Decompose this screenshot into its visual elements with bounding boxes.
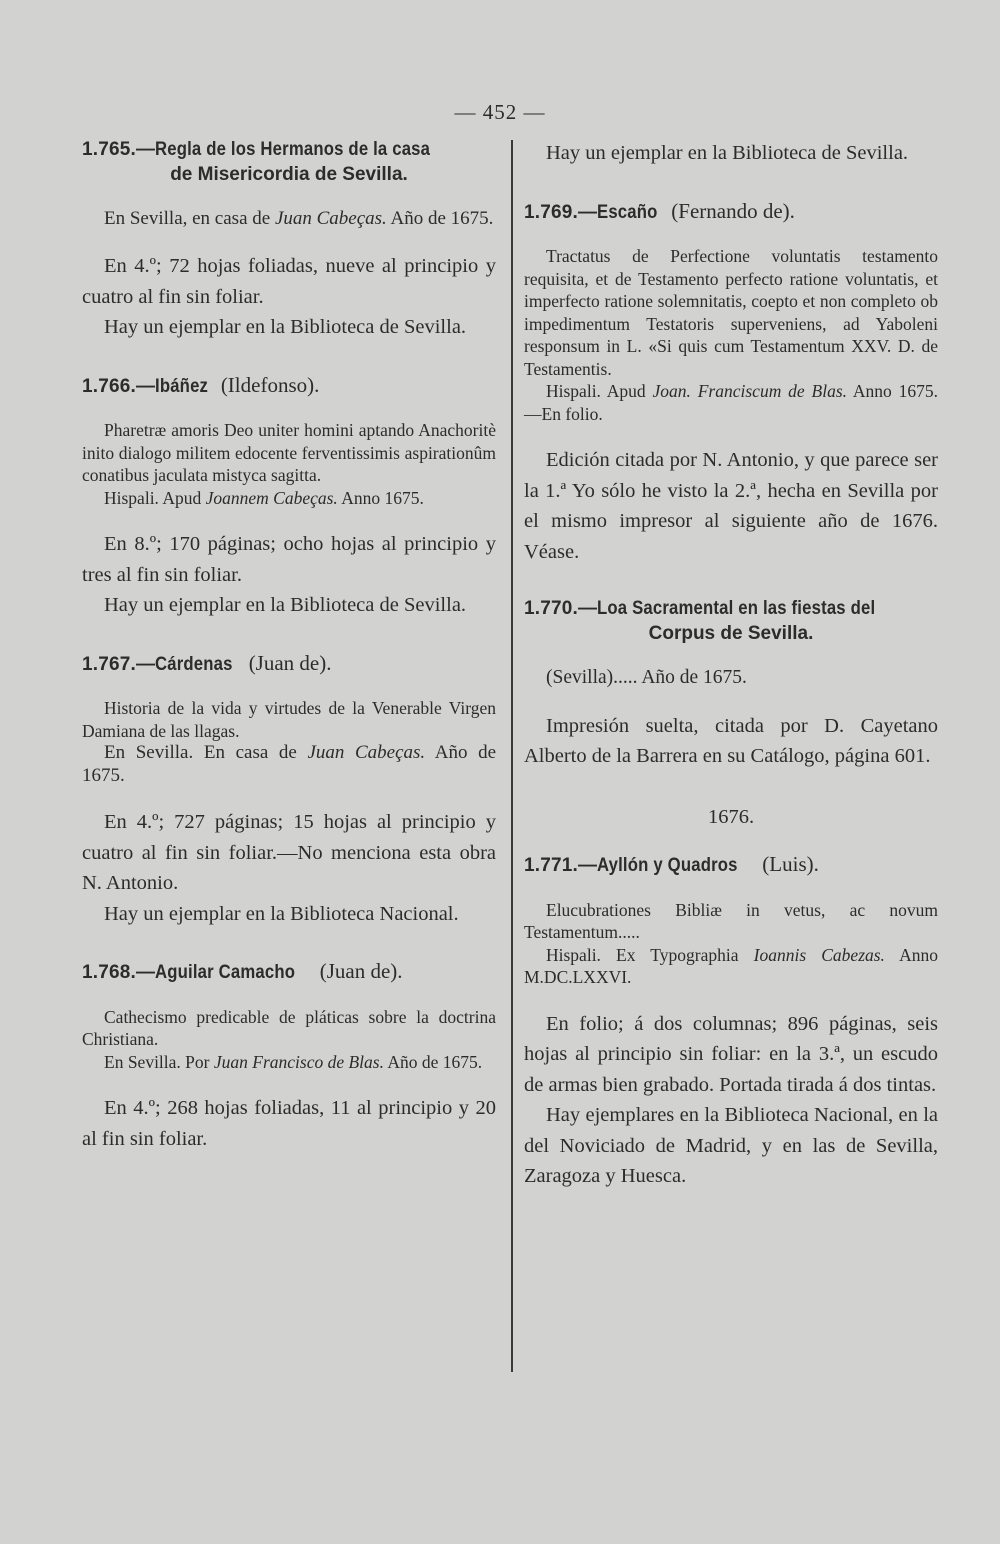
entry-number: 1.767.— [82, 653, 156, 675]
entry-heading [82, 959, 496, 986]
entry-imprint: En Sevilla, en casa de Juan Cabeças. Año de 1675. [104, 208, 494, 229]
entry-title: Pharetræ amoris Deo uniter homini aptando Anachoritè inito dialogo militem edocente ferventissimis aspirationûm conatibus jaculata mistyca sagitta. [82, 420, 496, 485]
entry-author-rest: (Luis). [757, 852, 819, 876]
right-column [524, 138, 938, 1192]
entry-title: Regla de los Hermanos de la casa [155, 139, 431, 160]
entry-heading [82, 373, 496, 400]
entry-imprint: Hispali. Ex Typographia Ioannis Cabezas. Anno M.DC.LXXVI. [524, 944, 938, 987]
entry-copy-location: Hay un ejemplar en la Biblioteca de Sevilla. [104, 316, 467, 338]
entry-heading [82, 138, 496, 187]
entry-description: En folio; á dos columnas; 896 páginas, seis hojas al principio sin foliar: en la 3.ª, un escudo de armas bien grabado. Portada tirada á dos tintas. [524, 1012, 938, 1096]
page-number: — 452 — [454, 100, 546, 124]
entry-copy-location: Hay un ejemplar en la Biblioteca Nacional. [104, 902, 459, 925]
entry-title: Historia de la vida y virtudes de la Venerable Virgen Damiana de las llagas. [82, 698, 496, 741]
entry-description: En 8.º; 170 páginas; ocho hojas al principio y tres al fin sin foliar. [82, 533, 496, 586]
entry-heading [524, 597, 938, 646]
entry-1770 [524, 597, 938, 772]
entry-1768-copy-location: Hay un ejemplar en la Biblioteca de Sevilla. [546, 142, 909, 164]
entry-author: Cárdenas [155, 653, 233, 675]
entry-imprint: (Sevilla)..... Año de 1675. [546, 667, 747, 688]
entry-description: En 4.º; 727 páginas; 15 hojas al principio y cuatro al fin sin foliar.—No menciona esta obra N. Antonio. [82, 811, 496, 894]
entry-note: Impresión suelta, citada por D. Cayetano Alberto de la Barrera en su Catálogo, página 601. [524, 714, 938, 767]
entry-description: En 4.º; 268 hojas foliadas, 11 al principio y 20 al fin sin foliar. [82, 1097, 496, 1150]
entry-imprint: En Sevilla. En casa de Juan Cabeças. Año de 1675. [82, 742, 497, 786]
entry-1767 [82, 651, 496, 930]
entry-imprint: Hispali. Apud Joan. Franciscum de Blas. Anno 1675.—En folio. [524, 381, 938, 424]
entry-1771 [524, 852, 938, 1192]
entry-author: Aguilar Camacho [155, 962, 296, 983]
entry-title-line2: de Misericordia de Sevilla. [170, 163, 408, 185]
entry-title-line2: Corpus de Sevilla. [648, 622, 814, 644]
entry-imprint: En Sevilla. Por Juan Francisco de Blas. Año de 1675. [104, 1051, 483, 1072]
entry-number: 1.765.— [82, 139, 156, 160]
entry-heading [524, 852, 938, 879]
entry-author: Ayllón y Quadros [597, 855, 738, 876]
entry-number: 1.771.— [524, 855, 598, 876]
entry-title: Loa Sacramental en las fiestas del [597, 598, 876, 619]
entry-author-rest: (Fernando de). [666, 198, 795, 223]
year-heading: 1676. [707, 805, 755, 828]
entry-title: Elucubrationes Bibliæ in vetus, ac novum Testamentum..... [524, 899, 938, 942]
entry-heading [524, 199, 938, 226]
left-column [82, 138, 496, 1154]
entry-author-rest: (Ildefonso). [215, 372, 320, 397]
entry-1769 [524, 199, 938, 568]
entry-1768 [82, 959, 496, 1154]
entry-number: 1.770.— [524, 598, 598, 619]
entry-number: 1.769.— [524, 201, 598, 223]
entry-author-rest: (Juan de). [243, 650, 332, 675]
entry-author: Ibáñez [155, 375, 209, 397]
entry-heading [82, 651, 496, 678]
entry-copy-location: Hay un ejemplar en la Biblioteca de Sevilla. [104, 594, 467, 616]
entry-author: Escaño [597, 201, 658, 223]
entry-title: Tractatus de Perfectione voluntatis testamento requisita, et de Testamento perfecto ratione voluntatis, et imperfecto ratione solemnitatis, coepto et non completo ob impedimentum Testatoris superveniens, ad Yaboleni responsum in L. «Si quis cum Testamentum XXV. D. de Testamentis. [524, 246, 938, 379]
column-divider [511, 140, 513, 1372]
entry-author-rest: (Juan de). [314, 959, 403, 983]
entry-title: Cathecismo predicable de pláticas sobre la doctrina Christiana. [82, 1006, 496, 1049]
entry-imprint: Hispali. Apud Joannem Cabeças. Anno 1675. [104, 487, 424, 508]
entry-description: En 4.º; 72 hojas foliadas, nueve al principio y cuatro al fin sin foliar. [82, 255, 496, 308]
entry-1766 [82, 373, 496, 621]
entry-1765 [82, 138, 496, 343]
entry-number: 1.768.— [82, 962, 156, 983]
entry-number: 1.766.— [82, 375, 156, 397]
entry-note: Edición citada por N. Antonio, y que parece ser la 1.ª Yo sólo he visto la 2.ª, hecha en Sevilla por el mismo impresor al siguiente año de 1676. Véase. [524, 449, 938, 563]
entry-copy-location: Hay ejemplares en la Biblioteca Nacional, en la del Noviciado de Madrid, y en las de Sevilla, Zaragoza y Huesca. [524, 1104, 938, 1187]
